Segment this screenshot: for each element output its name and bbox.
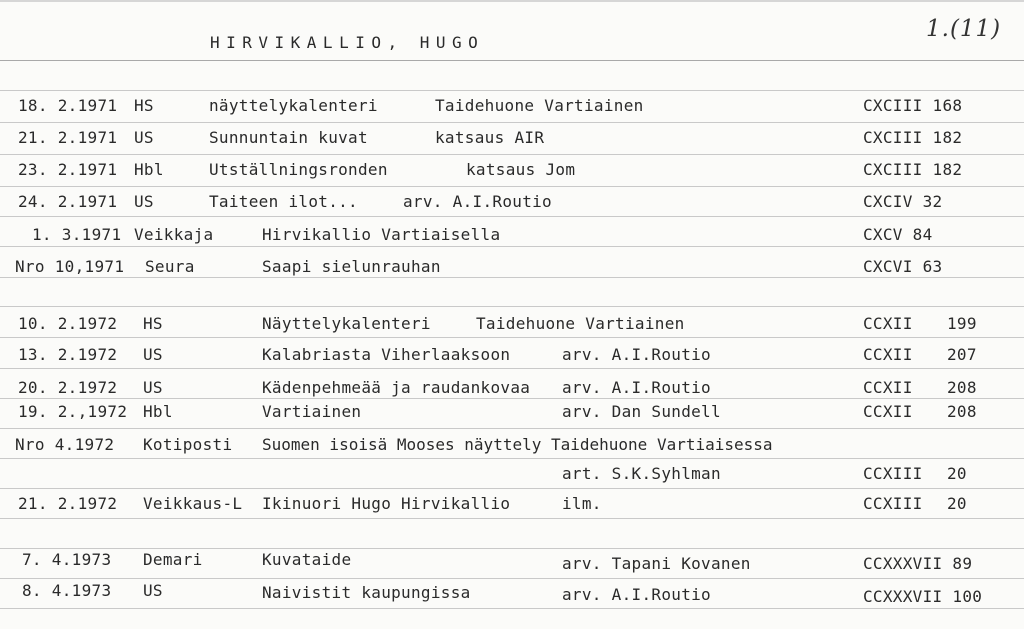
entry-source: HS (143, 314, 163, 333)
card-title: HIRVIKALLIO, HUGO (210, 33, 485, 52)
entry-page: 208 (947, 378, 977, 397)
entry-source: US (143, 581, 163, 600)
entry-title: Kuvataide (262, 550, 352, 569)
entry-note: Taidehuone Vartiainen (435, 96, 644, 115)
entry-note: arv. A.I.Routio (562, 345, 711, 364)
entry-source: Kotiposti (143, 435, 233, 454)
entry-page: 20 (947, 464, 967, 483)
entry-ref: CCXXXVII 100 (863, 587, 983, 606)
entry-source: Veikkaja (134, 225, 214, 244)
entry-title: Suomen isoisä Mooses näyttely Taidehuone Vartiaisessa (262, 435, 773, 454)
entry-ref: CXCIV 32 (863, 192, 943, 211)
entry-note: arv. Tapani Kovanen (562, 554, 751, 573)
entry-title: Saapi sielunrauhan (262, 257, 441, 276)
entry-note: katsaus Jom (466, 160, 576, 179)
entry-title: Kalabriasta Viherlaaksoon (262, 345, 511, 364)
entry-ref: CXCIII 182 (863, 160, 963, 179)
entry-date: 23. 2.1971 (18, 160, 118, 179)
entry-note: arv. A.I.Routio (403, 192, 552, 211)
entry-note: arv. Dan Sundell (562, 402, 721, 421)
entry-date: 21. 2.1972 (18, 494, 118, 513)
entry-ref: CXCV 84 (863, 225, 933, 244)
entry-source: US (143, 378, 163, 397)
entry-title: Näyttelykalenteri (262, 314, 431, 333)
entry-source: US (143, 345, 163, 364)
entry-ref: CCXIII (863, 464, 923, 483)
entry-note: ilm. (562, 494, 602, 513)
entry-date: 19. 2.,1972 (18, 402, 128, 421)
entry-source: Veikkaus-L (143, 494, 243, 513)
card-number-handwritten: 1.(11) (926, 16, 1002, 42)
entry-source: US (134, 128, 154, 147)
entry-source: Seura (145, 257, 195, 276)
entry-date: 13. 2.1972 (18, 345, 118, 364)
entry-ref: CXCVI 63 (863, 257, 943, 276)
entry-date: 1. 3.1971 (32, 225, 122, 244)
entry-source: Hbl (134, 160, 164, 179)
entry-page: 207 (947, 345, 977, 364)
entry-note: arv. A.I.Routio (562, 378, 711, 397)
entry-note: arv. A.I.Routio (562, 585, 711, 604)
entry-page: 199 (947, 314, 977, 333)
entry-date: 7. 4.1973 (22, 550, 112, 569)
entry-title: näyttelykalenteri (209, 96, 378, 115)
entry-title: Naivistit kaupungissa (262, 583, 471, 602)
entry-ref: CCXXXVII 89 (863, 554, 973, 573)
entry-date: 20. 2.1972 (18, 378, 118, 397)
entry-title: Taiteen ilot... (209, 192, 358, 211)
entry-page: 20 (947, 494, 967, 513)
entry-ref: CXCIII 168 (863, 96, 963, 115)
entry-page: 208 (947, 402, 977, 421)
entry-date: 10. 2.1972 (18, 314, 118, 333)
entry-source: US (134, 192, 154, 211)
entry-note: katsaus AIR (435, 128, 545, 147)
entry-date: Nro 4.1972 (15, 435, 115, 454)
entry-note: Taidehuone Vartiainen (476, 314, 685, 333)
entry-note: art. S.K.Syhlman (562, 464, 721, 483)
entry-title: Kädenpehmeää ja raudankovaa (262, 378, 531, 397)
entry-source: Demari (143, 550, 203, 569)
entry-title: Hirvikallio Vartiaisella (262, 225, 501, 244)
entry-title: Utställningsronden (209, 160, 388, 179)
entry-date: Nro 10,1971 (15, 257, 125, 276)
entry-ref: CXCIII 182 (863, 128, 963, 147)
entry-title: Ikinuori Hugo Hirvikallio (262, 494, 511, 513)
entry-date: 8. 4.1973 (22, 581, 112, 600)
entry-date: 21. 2.1971 (18, 128, 118, 147)
entry-ref: CCXII (863, 402, 913, 421)
entry-ref: CCXIII (863, 494, 923, 513)
entry-ref: CCXII (863, 378, 913, 397)
entry-title: Vartiainen (262, 402, 362, 421)
entry-source: HS (134, 96, 154, 115)
entry-date: 24. 2.1971 (18, 192, 118, 211)
entry-source: Hbl (143, 402, 173, 421)
entry-ref: CCXII (863, 345, 913, 364)
entry-title: Sunnuntain kuvat (209, 128, 368, 147)
entry-date: 18. 2.1971 (18, 96, 118, 115)
entry-ref: CCXII (863, 314, 913, 333)
